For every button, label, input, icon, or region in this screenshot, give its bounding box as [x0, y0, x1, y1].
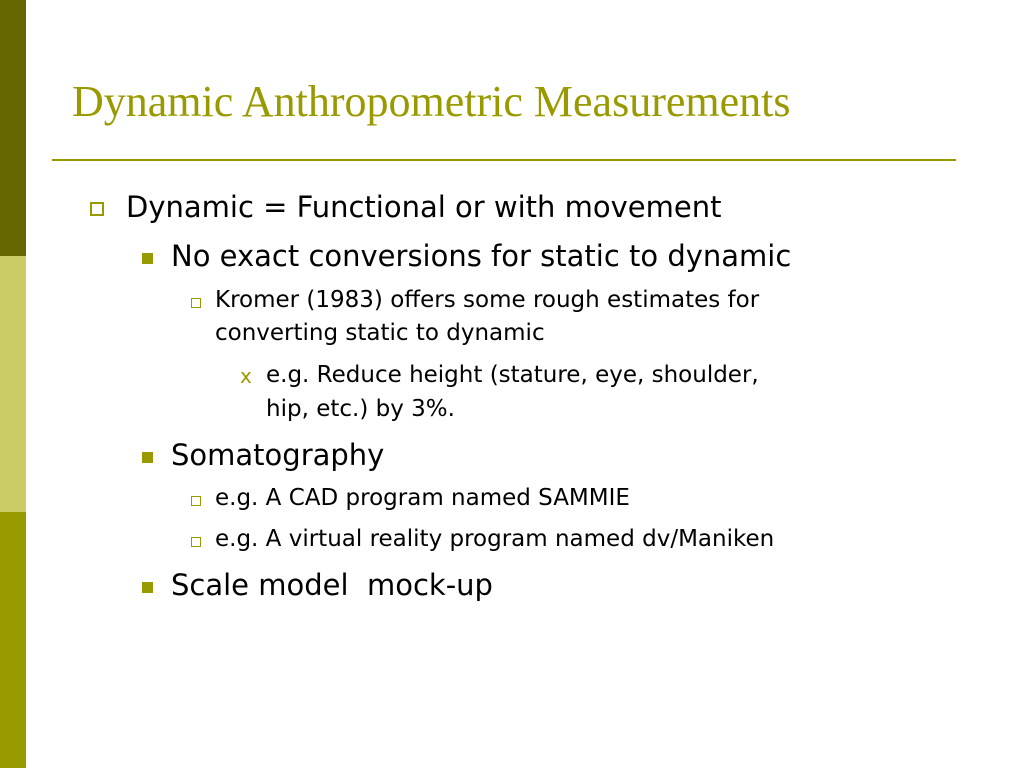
bullet-text: Somatography [171, 438, 385, 472]
hollow-square-bullet-icon [191, 496, 201, 506]
hollow-square-bullet-icon [191, 298, 201, 308]
hollow-square-bullet-icon [90, 202, 104, 216]
solid-square-bullet-icon [142, 582, 153, 593]
bullet-text: No exact conversions for static to dynamic [171, 239, 792, 273]
bullet-text-line-1: Kromer (1983) offers some rough estimates for [215, 287, 760, 313]
slide-title: Dynamic Anthropometric Measurements [72, 77, 791, 126]
bullet-text: e.g. A virtual reality program named dv/Maniken [215, 526, 775, 552]
solid-square-bullet-icon [142, 253, 153, 264]
bullet-text-line-1: e.g. Reduce height (stature, eye, shoulder, [266, 362, 759, 388]
bullet-text: Scale model mock-up [171, 568, 493, 602]
bullet-text: e.g. A CAD program named SAMMIE [215, 485, 630, 511]
bullet-text-line-2: hip, etc.) by 3%. [266, 396, 455, 422]
hollow-square-bullet-icon [191, 537, 201, 547]
x-bullet-icon: x [240, 364, 252, 388]
bullet-text-line-2: converting static to dynamic [215, 320, 545, 346]
solid-square-bullet-icon [142, 452, 153, 463]
bullet-text: Dynamic = Functional or with movement [126, 190, 722, 224]
